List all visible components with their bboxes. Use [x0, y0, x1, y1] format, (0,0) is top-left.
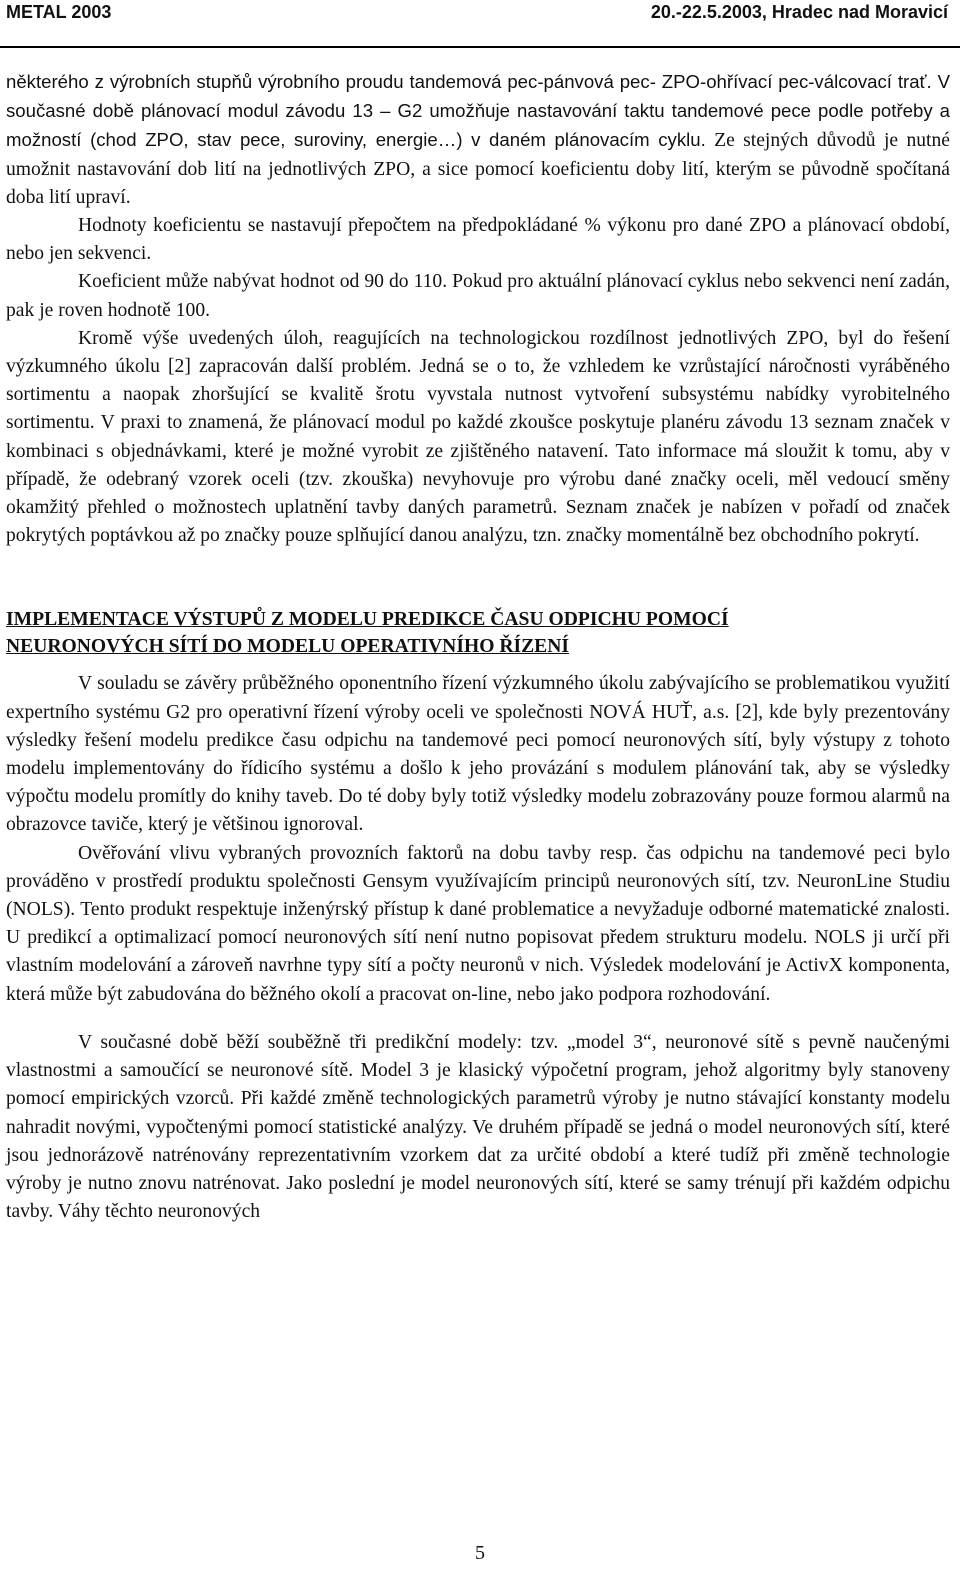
- section-heading-line-1: IMPLEMENTACE VÝSTUPŮ Z MODELU PREDIKCE ČASU ODPICHU POMOCÍ: [6, 609, 729, 631]
- conference-date-place: 20.-22.5.2003, Hradec nad Moravicí: [650, 2, 948, 22]
- paragraph-4: Kromě výše uvedených úloh, reagujících na technologickou rozdílnost jednotlivých ZPO, byl do řešení výzkumného úkolu [2] zapracován další problém. Jedná se o to, že vzhledem ke vzrůstající náročnosti vyráběného sortimentu a naopak zhoršující se kvalitě šrotu vyvstala nutnost vytvoření subsystému nabídky vyrobitelného sortimentu. V praxi to znamená, že plánovací modul po každé zkoušce poskytuje planéru závodu 13 seznam značek v kombinaci s objednávkami, které je možné vyrobit ze zjištěného natavení. Tato informace má sloužit k tomu, aby v případě, že odebraný vzorek oceli (tzv. zkouška) nevyhovuje pro výrobu dané značky oceli, měl vedoucí směny okamžitý přehled o možnostech uplatnění tavby daných parametrů. Seznam značek je nabízen v pořadí od značek pokrytých poptávkou až po značky pouze splňující danou analýzu, tzn. značky momentálně bez obchodního pokrytí.: [6, 327, 950, 547]
- paragraph-3: Koeficient může nabývat hodnot od 90 do 110. Pokud pro aktuální plánovací cyklus nebo sekvenci není zadán, pak je roven hodnotě 100.: [6, 271, 950, 321]
- paragraph-1-serif-part: Ze stejných důvodů je nutné umožnit nastavování dob lití na jednotlivých ZPO, a sice pomocí koeficientu doby lití, kterým se původně spočítaná doba lití upraví.: [6, 130, 950, 208]
- conference-name: METAL 2003: [6, 2, 112, 22]
- paragraph-6: Ověřování vlivu vybraných provozních faktorů na dobu tavby resp. čas odpichu na tandemové peci bylo prováděno v prostředí produktu společnosti Gensym využívajícím principů neuronových sítí, tzv. NeuronLine Studiu (NOLS). Tento produkt respektuje inženýrský přístup k dané problematice a nevyžaduje odborné matematické znalosti. U predikcí a optimalizací pomocí neuronových sítí není nutno popisovat předem strukturu modelu. NOLS ji určí při vlastním modelování a zároveň navrhne typy sítí a počty neuronů v nich. Výsledek modelování je ActivX komponenta, která může být zabudována do běžného okolí a pracovat on-line, nebo jako podpora rozhodování.: [6, 842, 950, 1005]
- section-heading-line-2: NEURONOVÝCH SÍTÍ DO MODELU OPERATIVNÍHO ŘÍZENÍ: [6, 636, 570, 658]
- running-header: [0, 0, 960, 48]
- page-number: 5: [475, 1542, 485, 1564]
- paragraph-7: V současné době běží souběžně tři predikční modely: tzv. „model 3“, neuronové sítě s pevně naučenými vlastnostmi a samoučící se neuronové sítě. Model 3 je klasický výpočetní program, jehož algoritmy byly stanoveny pomocí empirických vzorců. Při každé změně technologických parametrů výroby je nutno stávající konstanty modelu nahradit novými, vypočtenými pomocí statistické analýzy. Ve druhém případě se jedná o model neuronových sítí, které jsou jednorázově natrénovány reprezentativním vzorkem dat za určité období a které tudíž při změně technologie výroby je nutno znovu natrénovat. Jako poslední je model neuronových sítí, které se samy trénují při každém odpichu tavby. Váhy těchto neuronových: [6, 1031, 950, 1223]
- paragraph-5: V souladu se závěry průběžného oponentního řízení výzkumného úkolu zabývajícího se problematikou využití expertního systému G2 pro operativní řízení výroby oceli ve společnosti NOVÁ HUŤ, a.s. [2], kde byly prezentovány výsledky řešení modelu predikce času odpichu na tandemové peci pomocí neuronových sítí, byly výstupy z tohoto modelu implementovány do řídicího systému a došlo k jeho provázání s modulem plánování tak, aby se výsledky výpočtu modelu promítly do knihy taveb. Do té doby byly totiž výsledky modelu zobrazovány pouze formou alarmů na obrazovce taviče, který je většinou ignoroval.: [6, 673, 950, 836]
- page-body: [6, 68, 950, 1226]
- section-heading: [6, 606, 950, 660]
- paragraph-1-sans-part: některého z výrobních stupňů výrobního proudu tandemová pec-pánvová pec- ZPO-ohřívací pec-válcovací trať. V současné době plánovací modul závodu 13 – G2 umožňuje nastavování taktu tandemové pece podle potřeby a možností (chod ZPO, stav pece, suroviny, energie…) v daném plánovacím cyklu.: [6, 71, 950, 151]
- paragraph-1: [6, 68, 950, 212]
- paragraph-2: Hodnoty koeficientu se nastavují přepočtem na předpokládané % výkonu pro dané ZPO a plánovací období, nebo jen sekvenci.: [6, 215, 950, 265]
